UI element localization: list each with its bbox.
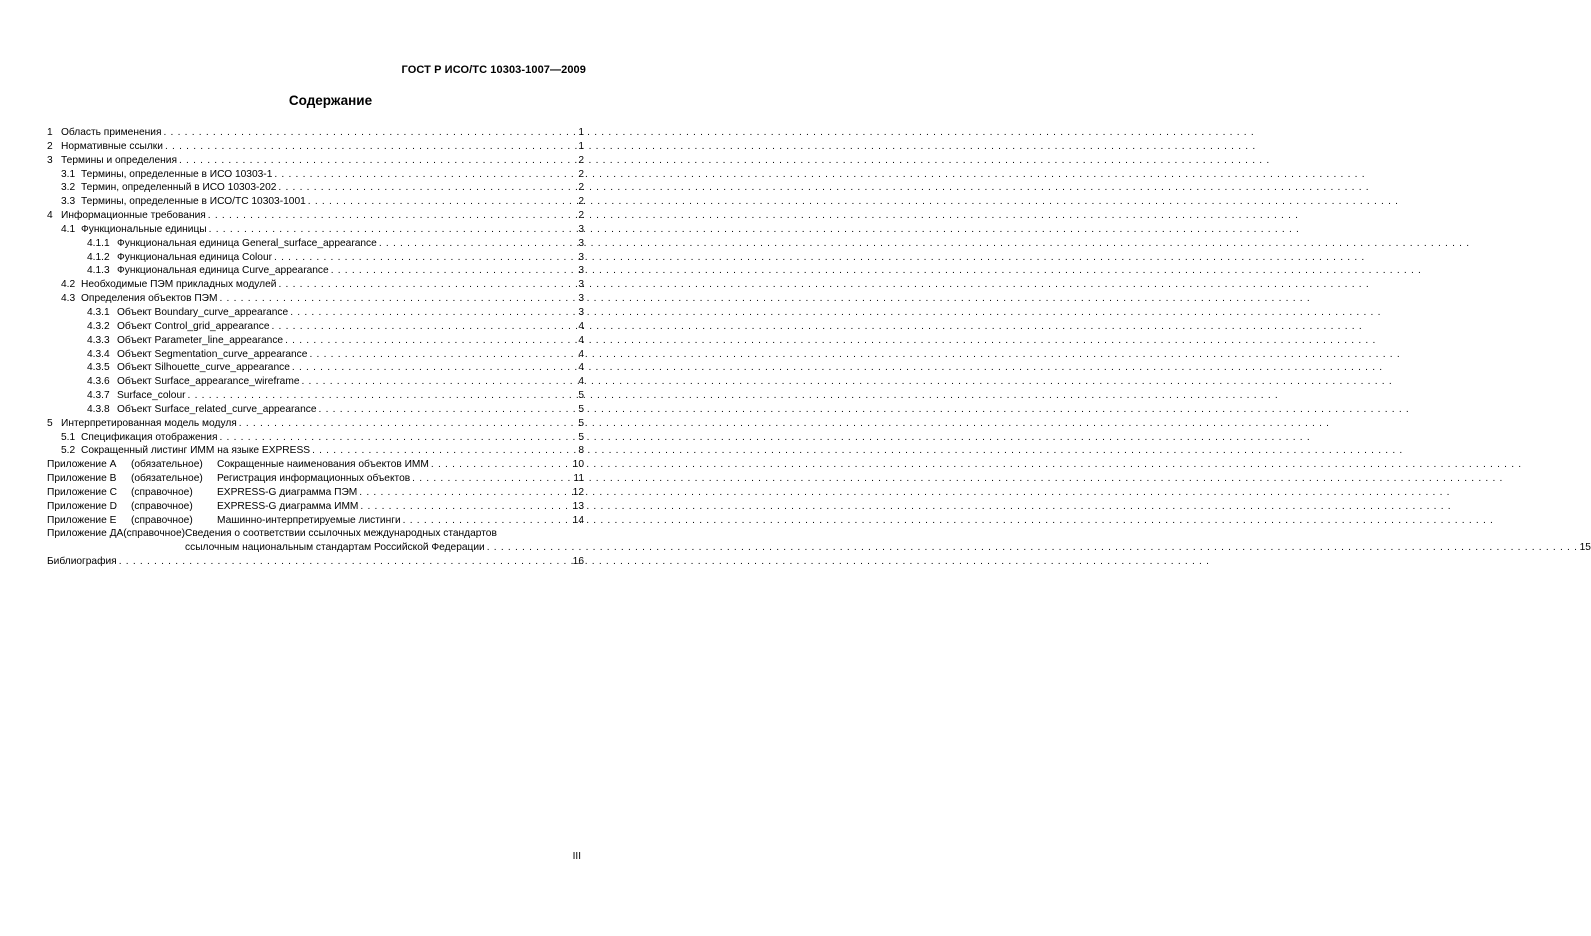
toc-entry-number: 3.3 (61, 196, 76, 208)
toc-entry[interactable] (47, 181, 584, 195)
toc-entry[interactable] (47, 320, 584, 334)
toc-entry-label: Объект Boundary_curve_appearance (117, 306, 289, 318)
toc-leader-dots (217, 292, 1309, 306)
toc-page-number: 1 (578, 140, 584, 152)
toc-page-number: 13 (572, 500, 584, 512)
toc-page-number: 5 (578, 431, 584, 443)
toc-entry[interactable] (47, 361, 584, 375)
toc-entry-label: Интерпретированная модель модуля (61, 417, 237, 429)
toc-entry-label: Объект Segmentation_curve_appearance (117, 348, 308, 360)
toc-entry-label: Сокращенные наименования объектов ИММ (217, 459, 429, 471)
toc-leader-dots (290, 361, 1382, 375)
toc-entry[interactable] (47, 264, 584, 278)
toc-entry[interactable] (47, 444, 584, 458)
toc-page-number: 3 (578, 265, 584, 277)
toc-entry-label: Термин, определенный в ИСО 10303-202 (81, 182, 277, 194)
toc-entry-label: Функциональная единица General_surface_appearance (117, 237, 377, 249)
toc-page-number: 3 (578, 223, 584, 235)
toc-page-number: 14 (572, 514, 584, 526)
toc-entry-label: Машинно-интерпретируемые листинги (217, 514, 401, 526)
toc-entry-number: 4.3.8 (87, 403, 110, 415)
toc-leader-dots (429, 458, 1521, 472)
toc-leader-dots (272, 251, 1364, 265)
toc-page-number: 4 (578, 320, 584, 332)
toc-appendix-kind: (справочное) (131, 500, 193, 512)
toc-entry[interactable] (47, 154, 584, 168)
toc-entry-label: Информационные требования (61, 210, 206, 222)
toc-entry-number: 3 (47, 154, 53, 166)
toc-entry-number: 3.1 (61, 168, 76, 180)
toc-appendix-number: Приложение В (47, 473, 117, 485)
toc-leader-dots (358, 500, 1450, 514)
toc-leader-dots (272, 168, 1364, 182)
toc-leader-dots (377, 237, 1469, 251)
toc-appendix-number: Приложение А (47, 459, 117, 471)
toc-entry-number: 4.1.2 (87, 251, 110, 263)
toc-leader-dots (306, 195, 1398, 209)
toc-leader-dots (307, 348, 1399, 362)
toc-entry-number: 2 (47, 140, 53, 152)
toc-entry-label: Термины, определенные в ИСО/ТС 10303-1001 (81, 196, 306, 208)
toc-entry-label: Библиография (47, 556, 117, 568)
toc-page-number: 5 (578, 390, 584, 402)
document-code: ГОСТ Р ИСО/ТС 10303-1007—2009 (401, 64, 586, 76)
toc-entry-number: 4 (47, 210, 53, 222)
toc-page-number: 2 (578, 210, 584, 222)
toc-page-number: 15 (1579, 542, 1591, 554)
toc-entry-label: Объект Surface_appearance_wireframe (117, 376, 300, 388)
toc-entry-number: 4.3.4 (87, 348, 110, 360)
toc-entry-label: EXPRESS-G диаграмма ПЭМ (217, 486, 358, 498)
toc-leader-dots (283, 334, 1375, 348)
toc-page-number: 2 (578, 196, 584, 208)
toc-entry-number: 4.1 (61, 223, 76, 235)
toc-leader-dots (177, 154, 1269, 168)
toc-entry[interactable] (47, 375, 584, 389)
toc-entry[interactable] (47, 348, 584, 362)
toc-appendix-kind: (справочное) (131, 486, 193, 498)
toc-entry[interactable] (47, 431, 584, 445)
toc-appendix-label-line1: Сведения о соответствии ссылочных международных стандартов (185, 528, 497, 540)
toc-entry-label: Объект Surface_related_curve_appearance (117, 403, 317, 415)
toc-appendix-kind: (обязательное) (131, 459, 203, 471)
toc-page-number: 5 (578, 417, 584, 429)
toc-entry[interactable] (47, 306, 584, 320)
toc-leader-dots (485, 541, 1577, 555)
toc-entry-label: Объект Control_grid_appearance (117, 320, 270, 332)
toc-entry-label: Термины и определения (61, 154, 177, 166)
toc-page-number: 3 (578, 279, 584, 291)
toc-page-number: 5 (578, 403, 584, 415)
toc-leader-dots (276, 181, 1368, 195)
toc-page-number: 12 (572, 486, 584, 498)
toc-page-number: 4 (578, 348, 584, 360)
toc-leader-dots (329, 264, 1421, 278)
toc-entry-label: Определения объектов ПЭМ (81, 293, 218, 305)
toc-appendix-kind: (справочное) (123, 528, 186, 540)
toc-leader-dots (276, 278, 1368, 292)
toc-entry[interactable] (47, 292, 584, 306)
toc-entry-number: 4.2 (61, 279, 76, 291)
toc-entry-label: Сокращенный листинг ИММ на языке EXPRESS (81, 445, 311, 457)
toc-appendix[interactable] (47, 486, 584, 500)
toc-appendix[interactable] (47, 500, 584, 514)
page-number: III (572, 851, 581, 862)
toc-page-number: 4 (578, 334, 584, 346)
toc-page-number: 3 (578, 251, 584, 263)
toc-appendix-number: Приложение С (47, 486, 117, 498)
toc-entry-number: 4.3.6 (87, 376, 110, 388)
toc-leader-dots (270, 320, 1362, 334)
toc-entry-number: 4.1.1 (87, 237, 110, 249)
toc-entry-label: Функциональные единицы (81, 223, 207, 235)
toc-leader-dots (237, 417, 1329, 431)
toc-entry-number: 5.2 (61, 445, 76, 457)
toc-entry[interactable] (47, 209, 584, 223)
toc-entry-number: 4.1.3 (87, 265, 110, 277)
toc-entry-label: Объект Parameter_line_appearance (117, 334, 284, 346)
toc-leader-dots (357, 486, 1449, 500)
toc-entry[interactable] (47, 403, 584, 417)
toc-leader-dots (186, 389, 1278, 403)
toc-appendix[interactable] (47, 514, 584, 528)
toc-entry-number: 4.3.3 (87, 334, 110, 346)
toc-entry[interactable] (47, 334, 584, 348)
toc-page-number: 2 (578, 168, 584, 180)
toc-page-number: 3 (578, 306, 584, 318)
toc-entry-label: Нормативные ссылки (61, 140, 163, 152)
toc-entry-label: Функциональная единица Colour (117, 251, 273, 263)
toc-appendix-number: Приложение Е (47, 514, 117, 526)
toc-entry[interactable] (47, 251, 584, 265)
toc-entry-label: Surface_colour (117, 390, 186, 402)
toc-entry-number: 4.3.7 (87, 390, 110, 402)
toc-page-number: 2 (578, 182, 584, 194)
toc-bibliography[interactable] (47, 555, 584, 569)
toc-entry-number: 1 (47, 127, 53, 138)
toc-leader-dots (218, 431, 1310, 445)
toc-entry[interactable] (47, 126, 584, 140)
toc-entry-number: 4.3.5 (87, 362, 110, 374)
toc-entry[interactable] (47, 278, 584, 292)
toc-page-number: 4 (578, 362, 584, 374)
toc-page-number: 10 (572, 459, 584, 471)
toc-entry-label: Необходимые ПЭМ прикладных модулей (81, 279, 277, 291)
toc-entry[interactable] (47, 140, 584, 154)
toc-appendix-number: Приложение D (47, 500, 117, 512)
toc-leader-dots (401, 514, 1493, 528)
toc-page-number: 8 (578, 445, 584, 457)
toc-page-number: 3 (578, 293, 584, 305)
toc-entry-number: 4.3 (61, 293, 76, 305)
toc-entry[interactable] (47, 195, 584, 209)
toc-entry-label: Регистрация информационных объектов (217, 473, 411, 485)
toc-entry[interactable] (47, 223, 584, 237)
toc-appendix-number: Приложение ДА (47, 528, 124, 540)
toc-leader-dots (207, 223, 1299, 237)
toc-appendix-da[interactable] (47, 527, 1591, 555)
toc-entry-label: Термины, определенные в ИСО 10303-1 (81, 168, 273, 180)
toc-leader-dots (206, 209, 1298, 223)
toc-leader-dots (310, 444, 1402, 458)
table-of-contents (47, 126, 1591, 569)
toc-entry-number: 5.1 (61, 431, 76, 443)
toc-entry-number: 3.2 (61, 182, 76, 194)
toc-page-number: 11 (573, 473, 584, 485)
toc-page-number: 3 (578, 237, 584, 249)
toc-entry[interactable] (47, 389, 584, 403)
toc-title: Содержание (288, 93, 373, 108)
toc-entry-label: Объект Silhouette_curve_appearance (117, 362, 290, 374)
toc-entry[interactable] (47, 237, 584, 251)
toc-leader-dots (300, 375, 1392, 389)
toc-page-number: 16 (572, 556, 584, 568)
toc-leader-dots (117, 555, 1209, 569)
toc-page-number: 2 (578, 154, 584, 166)
toc-entry-number: 5 (47, 417, 53, 429)
toc-appendix[interactable] (47, 472, 584, 486)
toc-leader-dots (288, 306, 1380, 320)
toc-leader-dots (317, 403, 1409, 417)
toc-entry-number: 4.3.1 (87, 306, 110, 318)
toc-leader-dots (163, 140, 1255, 154)
toc-entry[interactable] (47, 417, 584, 431)
toc-leader-dots (161, 126, 1253, 140)
toc-entry-label: EXPRESS-G диаграмма ИММ (217, 500, 359, 512)
toc-page-number: 1 (578, 127, 584, 138)
toc-entry-label: Спецификация отображения (81, 431, 218, 443)
toc-entry-label: Функциональная единица Curve_appearance (117, 265, 329, 277)
toc-entry-number: 4.3.2 (87, 320, 110, 332)
toc-appendix-kind: (справочное) (131, 514, 193, 526)
toc-appendix-label-line2: ссылочным национальным стандартам Российской Федерации (185, 542, 485, 554)
toc-page-number: 4 (578, 376, 584, 388)
toc-entry-label: Область применения (61, 127, 162, 138)
toc-entry[interactable] (47, 168, 584, 182)
toc-appendix[interactable] (47, 458, 584, 472)
toc-appendix-kind: (обязательное) (131, 473, 203, 485)
